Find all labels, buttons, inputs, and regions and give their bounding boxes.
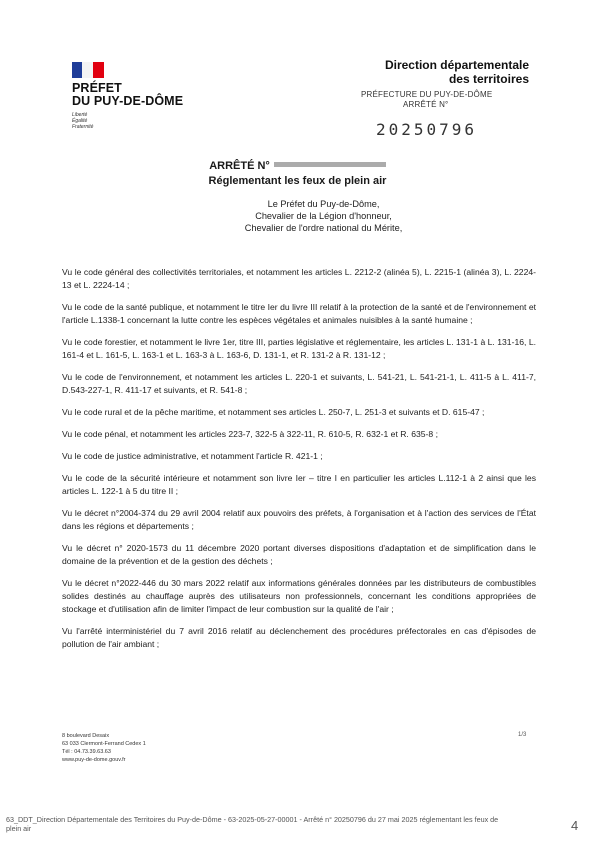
direction-header	[385, 58, 529, 86]
visa-item: Vu le code de la santé publique, et notamment le titre Ier du livre III relatif à la protection de la santé et de l'environnement et l'article L.1338-1 concernant la lutte contre les espèces végétales et animales nuisibles à la santé humaine ;	[62, 302, 536, 325]
visa-item: Vu le code général des collectivités territoriales, et notamment les articles L. 2212-2 (alinéa 5), L. 2215-1 (alinéa 3), L. 2224-13 et L. 2224-14 ;	[62, 267, 536, 290]
redaction-mark	[274, 162, 386, 167]
direction-line-1: Direction départementale	[384, 58, 529, 72]
visa-item: Vu le décret n° 2020-1573 du 11 décembre 2020 portant diverses dispositions d'adaptation et de simplification dans le domaine de la prévention et de la gestion des déchets ;	[62, 543, 536, 566]
visas-list	[62, 266, 536, 660]
stamp-number: 20250796	[376, 120, 478, 139]
visa-item: Vu le décret n°2004-374 du 29 avril 2004 relatif aux pouvoirs des préfets, à l'organisation et à l'action des services de l'État dans les régions et départements ;	[62, 508, 536, 531]
visa-item: Vu le décret n°2022-446 du 30 mars 2022 relatif aux informations générales données par les distributeurs de combustibles solides destinés au chauffage auprès des utilisateurs non professionnels, concernant les conditions appropriées de stockage et d'utilisation afin de limiter l'impact de leur combustion sur la qualité de l'air ;	[62, 578, 536, 614]
title-line-2: Réglementant les feux de plein air	[208, 175, 387, 187]
visa-item: Vu le code pénal, et notamment les articles 223-7, 322-5 à 322-11, R. 610-5, R. 632-1 et R. 635-8 ;	[62, 429, 438, 439]
marianne-flag-icon	[72, 62, 104, 78]
visa-item: Vu le code de la sécurité intérieure et notamment son livre Ier – titre I en particulier les articles L.112-1 à 2 ainsi que les articles L. 122-1 à 5 du titre II ;	[62, 473, 536, 496]
visa-item: Vu le code de l'environnement, et notamment les articles L. 220-1 et suivants, L. 541-21, L. 541-21-1, L. 411-5 à L. 411-7, D.543-227-1, R. 411-17 et suivants, et R. 541-8 ;	[62, 372, 536, 395]
prefet-logo	[72, 62, 183, 130]
page-marker: 1/3	[518, 732, 527, 738]
visa-item: Vu le code forestier, et notamment le livre 1er, titre III, parties législative et réglementaire, les articles L. 131-1 à L. 131-16, L. 161-4 et L. 161-5, L. 163-1 et L. 163-3 à L. 163-6, D. 131-1, et R. 131-2 à R. 131-12 ;	[62, 337, 536, 360]
republic-motto: Liberté Égalité Fraternité	[72, 112, 94, 130]
logo-line-1: PRÉFET	[72, 81, 122, 95]
visa-item: Vu l'arrêté interministériel du 7 avril 2016 relatif au déclenchement des procédures préfectorales en cas d'épisodes de pollution de l'air ambiant ;	[62, 626, 536, 649]
visa-item: Vu le code rural et de la pêche maritime, et notamment ses articles L. 250-7, L. 251-3 et suivants et D. 615-47 ;	[62, 407, 485, 417]
title-line-1: ARRÊTÉ N°	[209, 160, 270, 172]
logo-line-2: DU PUY-DE-DÔME	[72, 94, 184, 108]
prefecture-address: 8 boulevard Desaix 63 033 Clermont-Ferrand Cedex 1 Tél : 04.73.39.63.63 www.puy-de-dome.gouv.fr	[62, 733, 146, 763]
document-reference: 63_DDT_Direction Départementale des Territoires du Puy-de-Dôme - 63-2025-05-27-00001 - Arrêté n° 20250796 du 27 mai 2025 réglementant les feux de plein air	[6, 815, 499, 833]
page-number: 4	[571, 818, 579, 833]
prefecture-stamp: PRÉFECTURE DU PUY-DE-DÔME ARRÊTÉ N°	[361, 90, 493, 109]
direction-line-2: des territoires	[448, 72, 529, 86]
arrete-title	[0, 156, 595, 188]
visa-item: Vu le code de justice administrative, et notamment l'article R. 421-1 ;	[62, 451, 323, 461]
prefet-intro: Le Préfet du Puy-de-Dôme, Chevalier de la Légion d'honneur, Chevalier de l'ordre national du Mérite,	[244, 199, 403, 233]
